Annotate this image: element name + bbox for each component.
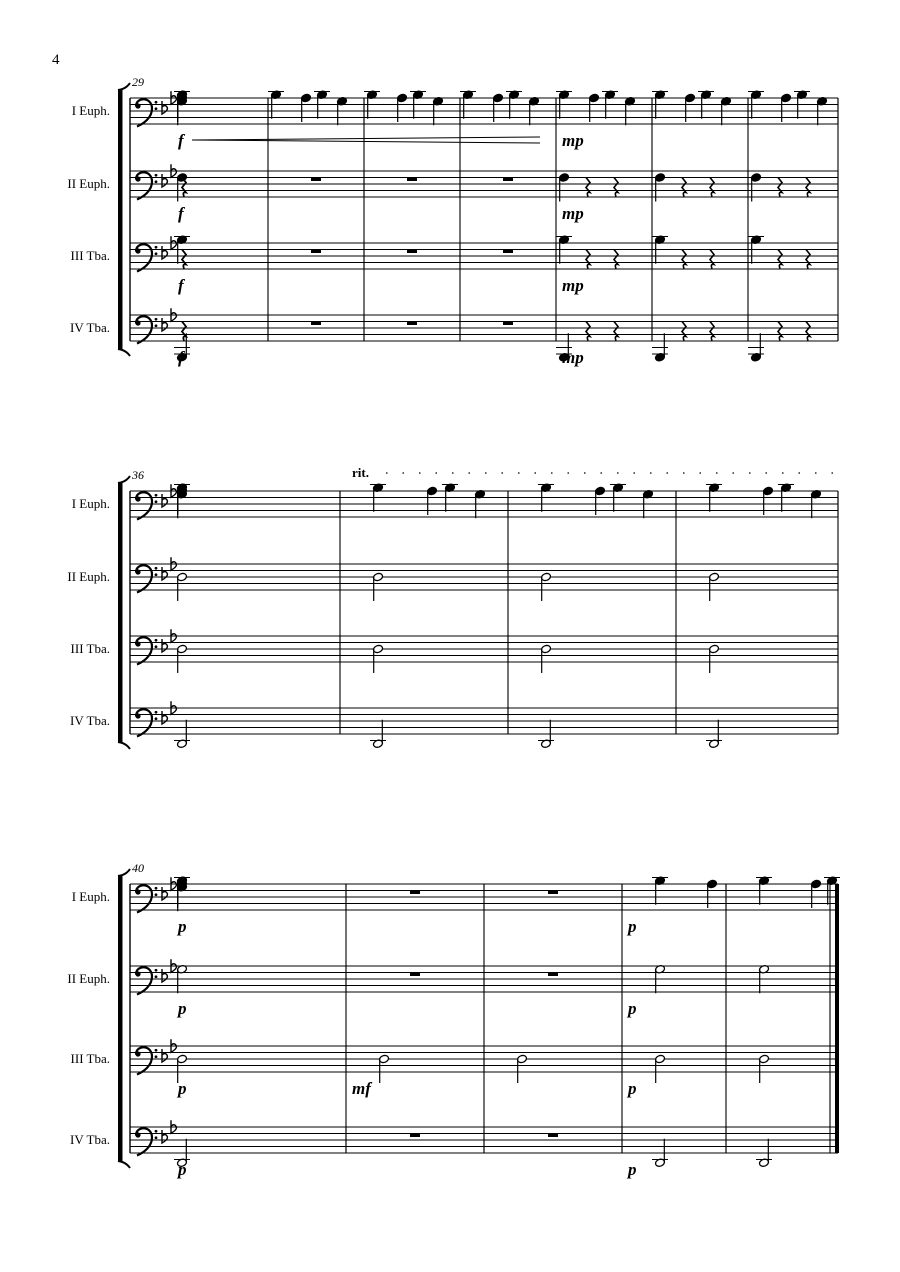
instrument-label: II Euph. [67,176,110,191]
instrument-label: IV Tba. [70,713,110,728]
flat-icon [162,101,167,114]
bass-clef-dot [155,1136,158,1139]
bass-clef-dot [155,324,158,327]
whole-rest [407,322,417,326]
flat-icon [162,1130,167,1143]
bass-clef-icon [136,172,152,199]
whole-rest [407,178,417,182]
instrument-label: I Euph. [71,103,110,118]
bass-clef-dot [155,639,158,642]
bass-clef-icon [136,1128,152,1155]
bracket-hook-bottom [118,742,130,749]
instrument-label: II Euph. [67,971,110,986]
whole-rest [503,250,513,254]
bass-clef-dot [155,180,158,183]
dynamic-marking: mp [562,348,584,367]
bass-clef-icon [136,637,152,664]
whole-rest [410,973,420,977]
bass-clef-icon [136,316,152,343]
bass-clef-icon [136,565,152,592]
system-bracket [118,90,123,349]
bass-clef-dot [135,713,140,718]
quarter-rest [586,250,590,269]
bass-clef-icon [136,99,152,126]
flat-icon [162,639,167,652]
bracket-hook-bottom [118,349,130,356]
bass-clef-dot [135,176,140,181]
quarter-rest [182,322,186,341]
bass-clef-dot [135,569,140,574]
bass-clef-dot [155,318,158,321]
measure-number: 36 [132,468,144,482]
flat-icon [162,246,167,259]
bass-clef-dot [155,645,158,648]
system-bracket [118,876,123,1161]
quarter-rest [682,178,686,197]
bracket-hook-bottom [118,1161,130,1168]
bracket-hook-top [118,476,130,483]
dynamic-marking: p [178,1160,187,1179]
dynamic-marking: f [178,204,184,223]
flat-icon [162,567,167,580]
bass-clef-dot [155,975,158,978]
dynamic-marking: mf [352,1079,371,1098]
bass-clef-dot [155,887,158,890]
bass-clef-dot [135,971,140,976]
bass-clef-dot [155,494,158,497]
bass-clef-dot [155,107,158,110]
bass-clef-dot [135,248,140,253]
whole-rest [407,250,417,254]
bass-clef-icon [136,1047,152,1074]
dynamic-marking: f [178,131,184,150]
bass-clef-icon [136,244,152,271]
bass-clef-dot [155,573,158,576]
whole-rest [548,1134,558,1138]
whole-rest [410,1134,420,1138]
instrument-label: III Tba. [70,248,110,263]
instrument-label: IV Tba. [70,320,110,335]
quarter-rest [710,250,714,269]
bass-clef-dot [155,1049,158,1052]
flat-icon [162,711,167,724]
dynamic-marking: p [628,1079,637,1098]
measure-number: 29 [132,75,144,89]
instrument-label: IV Tba. [70,1132,110,1147]
instrument-label: III Tba. [70,1051,110,1066]
whole-rest [548,891,558,895]
bass-clef-icon [136,967,152,994]
page-number: 4 [52,52,60,68]
bass-clef-dot [135,889,140,894]
instrument-label: III Tba. [70,641,110,656]
quarter-rest [586,178,590,197]
bass-clef-dot [155,969,158,972]
bass-clef-dot [155,1130,158,1133]
bass-clef-dot [155,101,158,104]
tempo-marking: rit. [352,465,369,480]
flat-icon [162,969,167,982]
flat-icon [162,494,167,507]
dynamic-marking: p [178,917,187,936]
whole-rest [503,178,513,182]
bass-clef-dot [155,893,158,896]
bass-clef-dot [155,711,158,714]
quarter-rest [778,250,782,269]
quarter-rest [806,250,810,269]
instrument-label: I Euph. [71,889,110,904]
final-barline [835,884,839,1153]
quarter-rest [710,322,714,341]
dynamic-marking: f [178,348,184,367]
bass-clef-dot [155,174,158,177]
instrument-label: II Euph. [67,569,110,584]
instrument-label: I Euph. [71,496,110,511]
measure-number: 40 [132,861,144,875]
bass-clef-dot [155,500,158,503]
bass-clef-dot [155,252,158,255]
quarter-rest [806,178,810,197]
bracket-hook-top [118,869,130,876]
flat-icon [162,174,167,187]
quarter-rest [182,250,186,269]
bass-clef-dot [135,496,140,501]
dynamic-marking: mp [562,276,584,295]
quarter-rest [806,322,810,341]
dynamic-marking: p [628,917,637,936]
whole-rest [311,250,321,254]
quarter-rest [614,322,618,341]
bass-clef-dot [155,1055,158,1058]
whole-rest [311,322,321,326]
bass-clef-dot [155,246,158,249]
quarter-rest [778,322,782,341]
dynamic-marking: mp [562,131,584,150]
whole-rest [503,322,513,326]
bass-clef-icon [136,492,152,519]
flat-icon [162,887,167,900]
bass-clef-dot [135,320,140,325]
dynamic-marking: p [178,999,187,1018]
quarter-rest [614,250,618,269]
bracket-hook-top [118,83,130,90]
flat-icon [162,1049,167,1062]
bass-clef-dot [135,1051,140,1056]
bass-clef-dot [155,717,158,720]
dynamic-marking: mp [562,204,584,223]
quarter-rest [710,178,714,197]
bass-clef-icon [136,885,152,912]
whole-rest [311,178,321,182]
bass-clef-dot [135,641,140,646]
whole-rest [410,891,420,895]
bass-clef-icon [136,709,152,736]
bass-clef-dot [135,103,140,108]
whole-rest [548,973,558,977]
bass-clef-dot [155,567,158,570]
quarter-rest [682,250,686,269]
quarter-rest [614,178,618,197]
dynamic-marking: p [628,1160,637,1179]
dynamic-marking: p [628,999,637,1018]
diminuendo-hairpin [192,140,540,143]
dynamic-marking: f [178,276,184,295]
quarter-rest [682,322,686,341]
quarter-rest [586,322,590,341]
dynamic-marking: p [178,1079,187,1098]
bass-clef-dot [135,1132,140,1137]
diminuendo-hairpin [192,137,540,140]
quarter-rest [778,178,782,197]
flat-icon [162,318,167,331]
system-bracket [118,483,123,742]
